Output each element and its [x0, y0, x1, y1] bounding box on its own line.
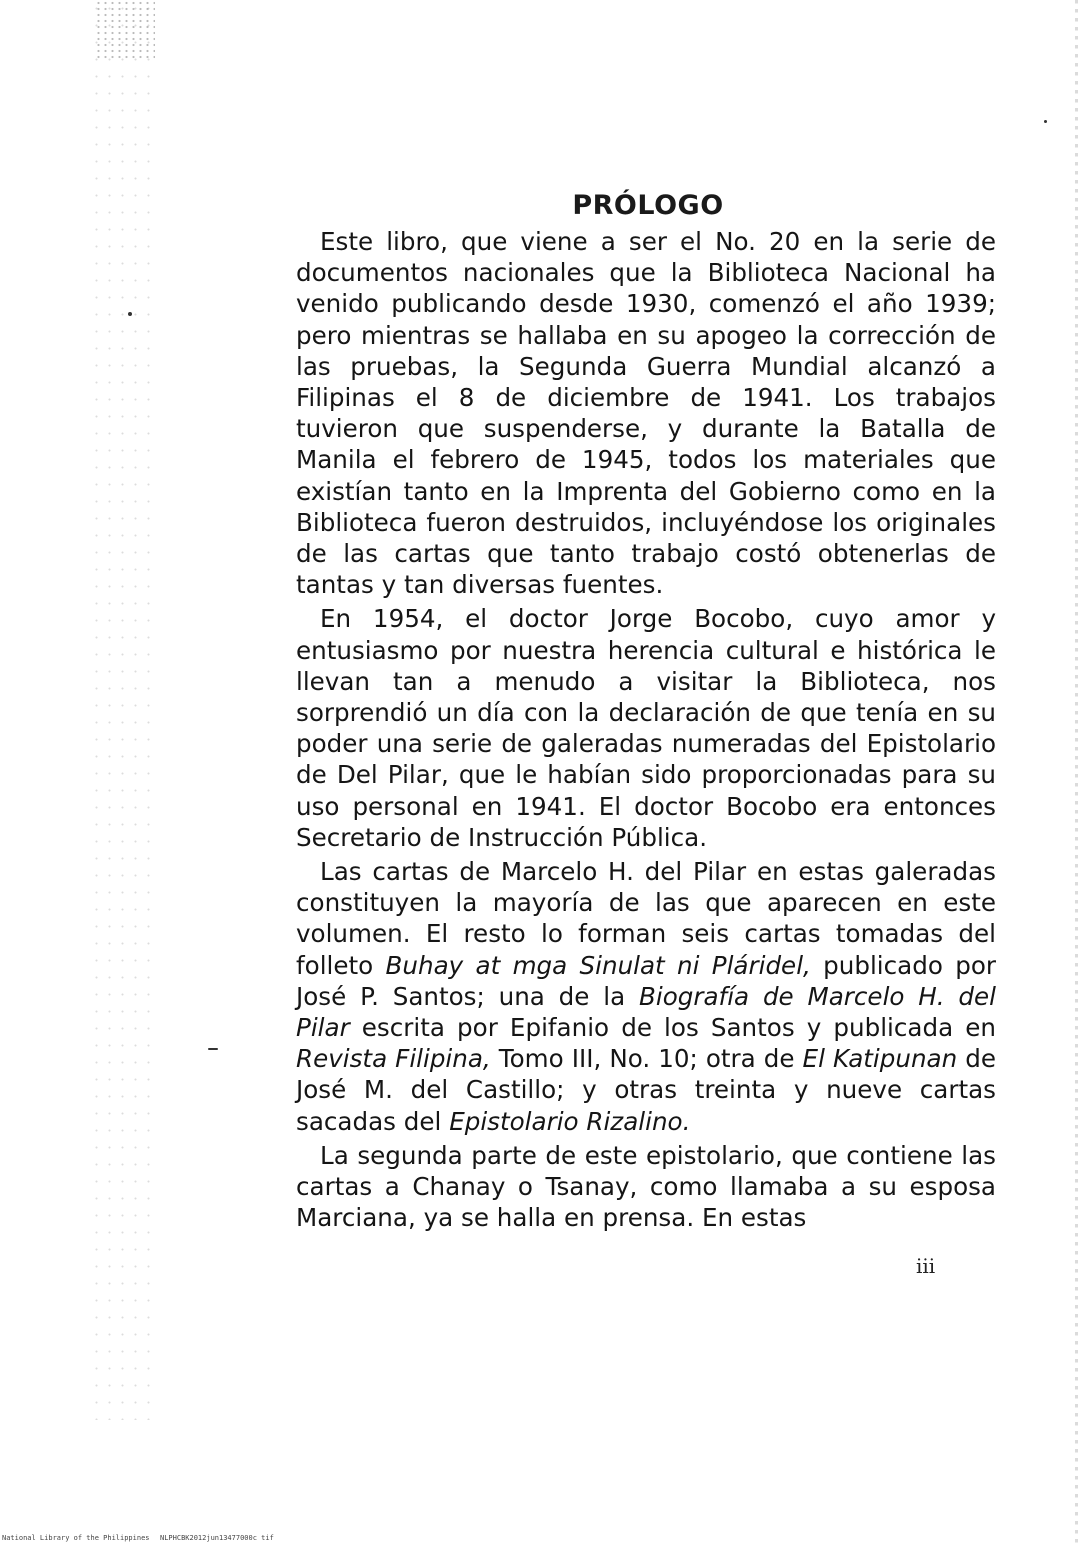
footer-file-id: NLPHCBK2012jun13477000c tif	[160, 1534, 274, 1542]
footer-source: National Library of the Philippines	[2, 1534, 150, 1542]
scan-noise-left	[90, 0, 160, 1420]
scan-edge-right	[1075, 0, 1078, 1545]
scan-speck	[1044, 120, 1047, 123]
italic-title-katipunan: El Katipunan	[802, 1044, 958, 1074]
paragraph-2: En 1954, el doctor Jorge Bocobo, cuyo amor y entusiasmo por nuestra herencia cultural e histórica le llevan tan a menudo a visitar la Biblioteca, nos sorprendió un día con la declaración de que tenía en su poder una serie de galeradas numeradas del Epistolario de Del Pilar, que le habían sido proporcionadas para su uso personal en 1941. El doctor Bocobo era entonces Secretario de Instrucción Pública.	[296, 604, 996, 852]
italic-title-epistolario: Epistolario Rizalino.	[449, 1106, 691, 1136]
scan-speck	[208, 1048, 218, 1050]
paragraph-3-text: Tomo III, No. 10; otra de	[490, 1044, 803, 1074]
scan-footer	[0, 1533, 1082, 1545]
italic-title-buhay: Buhay at mga Sinulat ni Pláridel,	[385, 950, 811, 980]
scan-speck	[128, 312, 132, 316]
page-title: PRÓLOGO	[572, 190, 724, 222]
page-number: iii	[916, 1254, 936, 1278]
body-text	[296, 226, 996, 1234]
paragraph-3-text: Las cartas de Marcelo H. del Pilar en estas galeradas constituyen la mayoría de las que aparecen en este volumen. El resto lo forman seis cartas tomadas del folleto	[296, 857, 996, 980]
italic-title-revista: Revista Filipina,	[296, 1044, 491, 1074]
italic-title-biografia: Biografía de Marcelo H. del Pilar	[296, 981, 996, 1043]
scan-noise-top	[95, 0, 155, 60]
paragraph-4: La segunda parte de este epistolario, que contiene las cartas a Chanay o Tsanay, como llamaba a su esposa Marciana, ya se halla en prensa. En estas	[296, 1140, 996, 1233]
paragraph-1: Este libro, que viene a ser el No. 20 en la serie de documentos nacionales que la Biblioteca Nacional ha venido publicando desde 1930, comenzó el año 1939; pero mientras se hallaba en su apogeo la corrección de las pruebas, la Segunda Guerra Mundial alcanzó a Filipinas el 8 de diciembre de 1941. Los trabajos tuvieron que suspenderse, y durante la Batalla de Manila el febrero de 1945, todos los materiales que existían tanto en la Imprenta del Gobierno como en la Biblioteca fueron destruidos, incluyéndose los originales de las cartas que tanto trabajo costó obtenerlas de tantas y tan diversas fuentes.	[296, 227, 996, 600]
paragraph-3-text: de José M. del Castillo; y otras treinta y nueve cartas sacadas del	[296, 1044, 996, 1136]
paragraph-3-text: escrita por Epifanio de los Santos y publicada en	[349, 1013, 996, 1043]
paragraph-3-text: publicado por José P. Santos; una de la	[296, 950, 996, 1011]
paragraph-3	[296, 856, 996, 1137]
